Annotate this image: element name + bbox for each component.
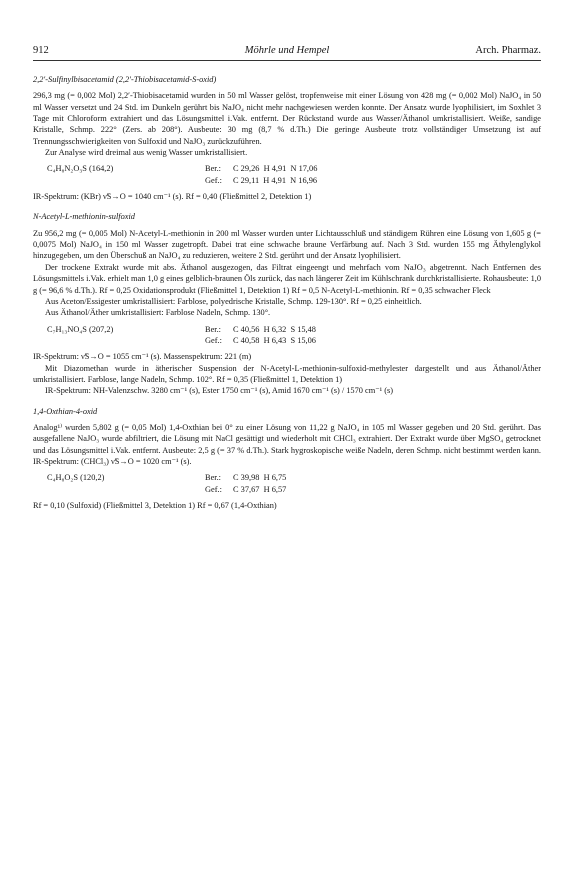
found-label: Gef.: bbox=[205, 175, 222, 185]
calc-label: Ber.: bbox=[205, 473, 221, 483]
paragraph: Zur Analyse wird dreimal aus wenig Wasser umkristallisiert. bbox=[45, 148, 248, 158]
rf-values: Rf = 0,10 (Sulfoxid) (Fließmittel 3, Detektion 1) Rf = 0,67 (1,4-Oxthian) bbox=[33, 501, 277, 510]
journal-name: Arch. Pharmaz. bbox=[475, 45, 541, 56]
ir-spectrum: IR-Spektrum: ν̃S→O = 1055 cm⁻¹ (s). Massenspektrum: 221 (m) bbox=[33, 352, 252, 362]
calc-label: Ber.: bbox=[205, 324, 221, 334]
ir-spectrum: IR-Spektrum: NH-Valenzschw. 3280 cm⁻¹ (s), Ester 1750 cm⁻¹ (s), Amid 1670 cm⁻¹ (s) / 1570 cm⁻¹ (s) bbox=[45, 386, 394, 396]
article-body bbox=[33, 74, 541, 511]
section-heading: 1,4-Oxthian-4-oxid bbox=[33, 406, 98, 416]
running-title: Möhrle und Hempel bbox=[244, 45, 330, 56]
found-values: C 37,67 H 6,57 bbox=[233, 484, 287, 494]
elemental-analysis-found bbox=[33, 175, 541, 186]
elemental-analysis-calc bbox=[33, 472, 541, 483]
paragraph: Zu 956,2 mg (= 0,005 Mol) N-Acetyl-L-methionin in 200 ml Wasser wurden unter Lichtausschluß und ständigem Rühren eine Lösung von 1,605 g (= 0,0075 Mol) NaJO₄ in 150 ml Wasser zugetropft. Dabei trat eine schwache braune Verfärbung auf. Nach 3 Std. wurden 155 mg Äthylenglykol hinzugegeben, um den Überschuß an NaJO₄ zu reduzieren, weitere 2 Std. gerührt und der Ansatz lyophilisiert. bbox=[33, 228, 541, 261]
molecular-formula: C₇H₁₃NO₄S (207,2) bbox=[47, 324, 114, 334]
found-label: Gef.: bbox=[205, 484, 222, 494]
page-number: 912 bbox=[33, 45, 49, 56]
elemental-analysis-calc bbox=[33, 324, 541, 335]
ir-spectrum: IR-Spektrum: (KBr) ν̃S→O = 1040 cm⁻¹ (s). Rf = 0,40 (Fließmittel 2, Detektion 1) bbox=[33, 192, 312, 202]
paragraph: Mit Diazomethan wurde in ätherischer Suspension der N-Acetyl-L-methionin-sulfoxid-methylester dargestellt und aus Äthanol/Äther umkristallisiert. Farblose, lange Nadeln, Schmp. 102°. Rf = 0,35 (Fließmittel 1, Detektion 1) bbox=[33, 363, 541, 384]
found-label: Gef.: bbox=[205, 335, 222, 345]
elemental-analysis-found bbox=[33, 484, 541, 495]
running-header bbox=[33, 45, 541, 61]
section-heading: 2,2′-Sulfinylbisacetamid (2,2′-Thiobisacetamid-S-oxid) bbox=[33, 75, 217, 84]
calc-values: C 40,56 H 6,32 S 15,48 bbox=[233, 324, 316, 334]
paragraph: Aus Aceton/Essigester umkristallisiert: Farblose, polyedrische Kristalle, Schmp. 129-130°. Rf = 0,25 einheitlich. bbox=[45, 296, 422, 306]
found-values: C 40,58 H 6,43 S 15,06 bbox=[233, 335, 316, 345]
page bbox=[33, 45, 541, 511]
calc-values: C 39,98 H 6,75 bbox=[233, 473, 287, 483]
header-rule bbox=[33, 60, 541, 61]
paragraph: Der trockene Extrakt wurde mit abs. Äthanol ausgezogen, das Filtrat eingeengt und mehrfach vom NaJO₃ abgetrennt. Nach Entfernen des Lösungsmittels i.Vak. erhielt man 1,0 g eines gelblich-braunen Öls zurück, das nach längerer Zeit im Kühlschrank durchkristallisierte. Rohausbeute: 1,0 g (= 96,6 % d.Th.). Rf = 0,25 Oxidationsprodukt (Fließmittel 1, Detektion 1) Rf = 0,5 N-Acetyl-L-methionin. Rf = 0,35 schwacher Fleck bbox=[33, 262, 541, 295]
molecular-formula: C₄H₈N₂O₃S (164,2) bbox=[47, 164, 114, 174]
paragraph: Analog¹⁾ wurden 5,802 g (= 0,05 Mol) 1,4-Oxthian bei 0° zu einer Lösung von 11,22 g NaJO₄ in 105 ml Wasser gegeben und 20 Std. gerührt. Das ausgefallene NaJO₃ wurde abfiltriert, die Lösung mit NaCl gesättigt und wiederholt mit CHCl₃ extrahiert. Der Extrakt wurde über MgSO₄ getrocknet und das Lösungsmittel i.Vak. entfernt. Ausbeute: 2,5 g (= 37 % d.Th.). Stark hygroskopische weiße Nadeln, deren Schmp. nicht bestimmt werden kann. IR-Spektrum: (CHCl₃) ν̃S→O = 1020 cm⁻¹ (s). bbox=[33, 422, 541, 466]
molecular-formula: C₄H₈O₂S (120,2) bbox=[47, 473, 105, 483]
paragraph: Aus Äthanol/Äther umkristallisiert: Farblose Nadeln, Schmp. 130°. bbox=[45, 308, 271, 318]
elemental-analysis-calc bbox=[33, 163, 541, 174]
paragraph: 296,3 mg (= 0,002 Mol) 2,2′-Thiobisacetamid wurden in 50 ml Wasser gelöst, tropfenweise mit einer Lösung von 428 mg (= 0,002 Mol) NaJO₄ in 50 ml Wasser versetzt und 24 Std. im Dunkeln gerührt bis NaJO₄ nicht mehr nachgewiesen werden konnte. Der Ansatz wurde lyophilisiert, im Soxhlet 3 Tage mit Chloroform extrahiert und das Lösungsmittel i.Vak. entfernt. Der Rückstand wurde aus Wasser/Äthanol umkristallisiert. Weiße, sandige Kristalle, Schmp. 222° (Zers. ab 208°). Ausbeute: 30 mg (8,7 % d.Th.) Die geringe Ausbeute trotz vollständiger Umsetzung ist auf Trennungsschwierigkeiten von Sulfoxid und NaJO₃ zurückzuführen. bbox=[33, 91, 541, 146]
section-heading: N-Acetyl-L-methionin-sulfoxid bbox=[33, 212, 135, 222]
found-values: C 29,11 H 4,91 N 16,96 bbox=[233, 175, 318, 185]
elemental-analysis-found bbox=[33, 335, 541, 346]
calc-label: Ber.: bbox=[205, 164, 221, 174]
calc-values: C 29,26 H 4,91 N 17,06 bbox=[233, 164, 318, 174]
